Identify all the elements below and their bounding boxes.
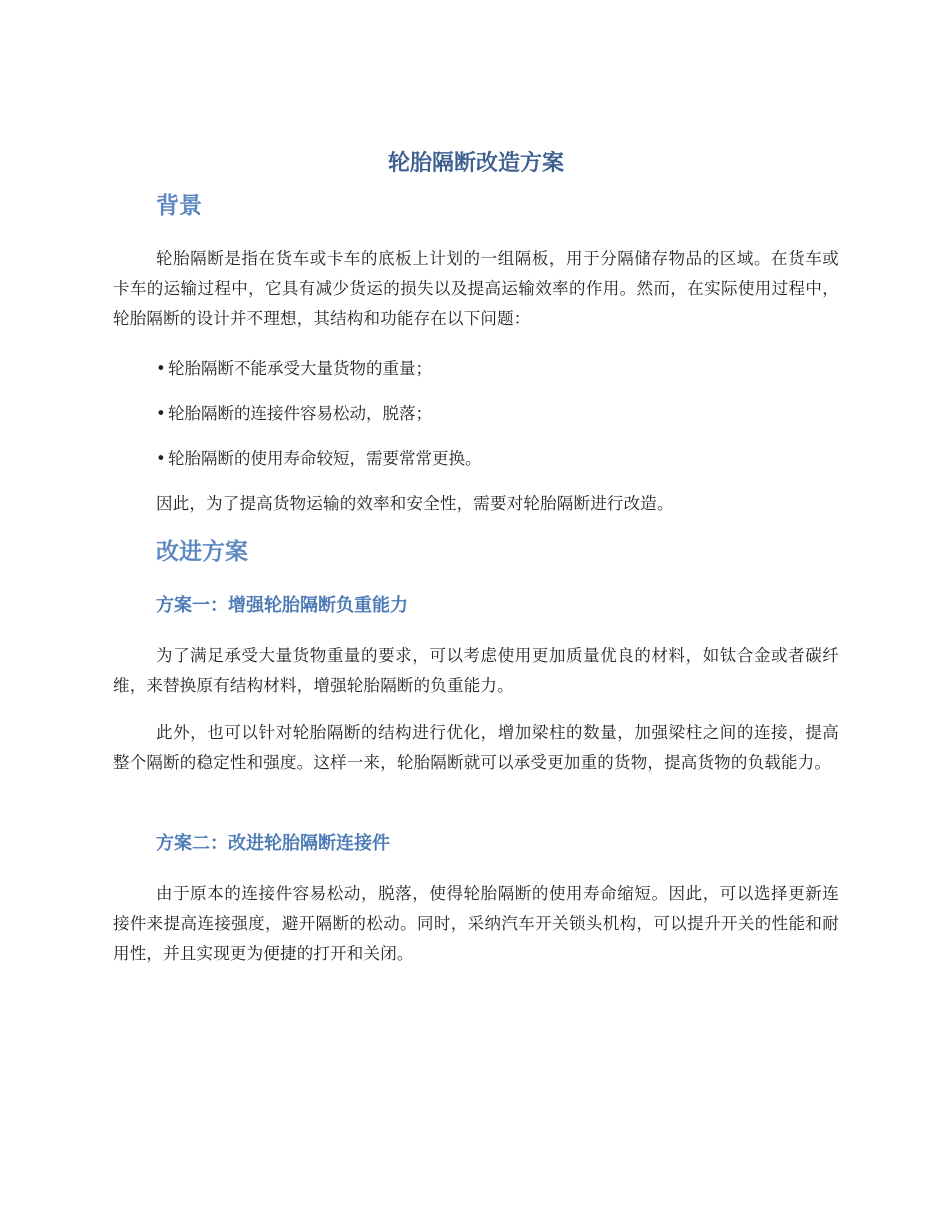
section-heading-background: 背景	[156, 193, 202, 219]
bullet-item	[156, 354, 432, 384]
bullet-dot-icon: •	[156, 359, 166, 378]
subsection-heading-plan2: 方案二：改进轮胎隔断连接件	[156, 833, 390, 854]
bullet-text: 轮胎隔断不能承受大量货物的重量；	[168, 359, 432, 378]
subsection-heading-plan1: 方案一：增强轮胎隔断负重能力	[156, 595, 408, 616]
bullet-text: 轮胎隔断的使用寿命较短，需要常常更换。	[168, 449, 482, 468]
bullet-item	[156, 399, 432, 429]
bullet-item	[156, 444, 482, 474]
bullet-text: 轮胎隔断的连接件容易松动，脱落；	[168, 404, 432, 423]
plan1-paragraph: 为了满足承受大量货物重量的要求，可以考虑使用更加质量优良的材料，如钛合金或者碳纤维，来替换原有结构材料，增强轮胎隔断的负重能力。	[113, 646, 839, 695]
plan2-paragraph: 由于原本的连接件容易松动，脱落，使得轮胎隔断的使用寿命缩短。因此，可以选择更新连接件来提高连接强度，避开隔断的松动。同时，采纳汽车开关锁头机构，可以提升开关的性能和耐用性，并且实现更为便捷的打开和关闭。	[113, 884, 839, 963]
background-intro-paragraph: 轮胎隔断是指在货车或卡车的底板上计划的一组隔板，用于分隔储存物品的区域。在货车或卡车的运输过程中，它具有减少货运的损失以及提高运输效率的作用。然而，在实际使用过程中，轮胎隔断的设计并不理想，其结构和功能存在以下问题：	[113, 249, 839, 328]
bullet-dot-icon: •	[156, 404, 166, 423]
plan1-paragraph: 此外，也可以针对轮胎隔断的结构进行优化，增加梁柱的数量，加强梁柱之间的连接，提高整个隔断的稳定性和强度。这样一来，轮胎隔断就可以承受更加重的货物，提高货物的负载能力。	[113, 723, 839, 772]
background-conclusion-paragraph: 因此，为了提高货物运输的效率和安全性，需要对轮胎隔断进行改造。	[156, 494, 674, 513]
bullet-dot-icon: •	[156, 449, 166, 468]
section-heading-improvement: 改进方案	[156, 539, 248, 565]
document-title: 轮胎隔断改造方案	[387, 151, 564, 176]
